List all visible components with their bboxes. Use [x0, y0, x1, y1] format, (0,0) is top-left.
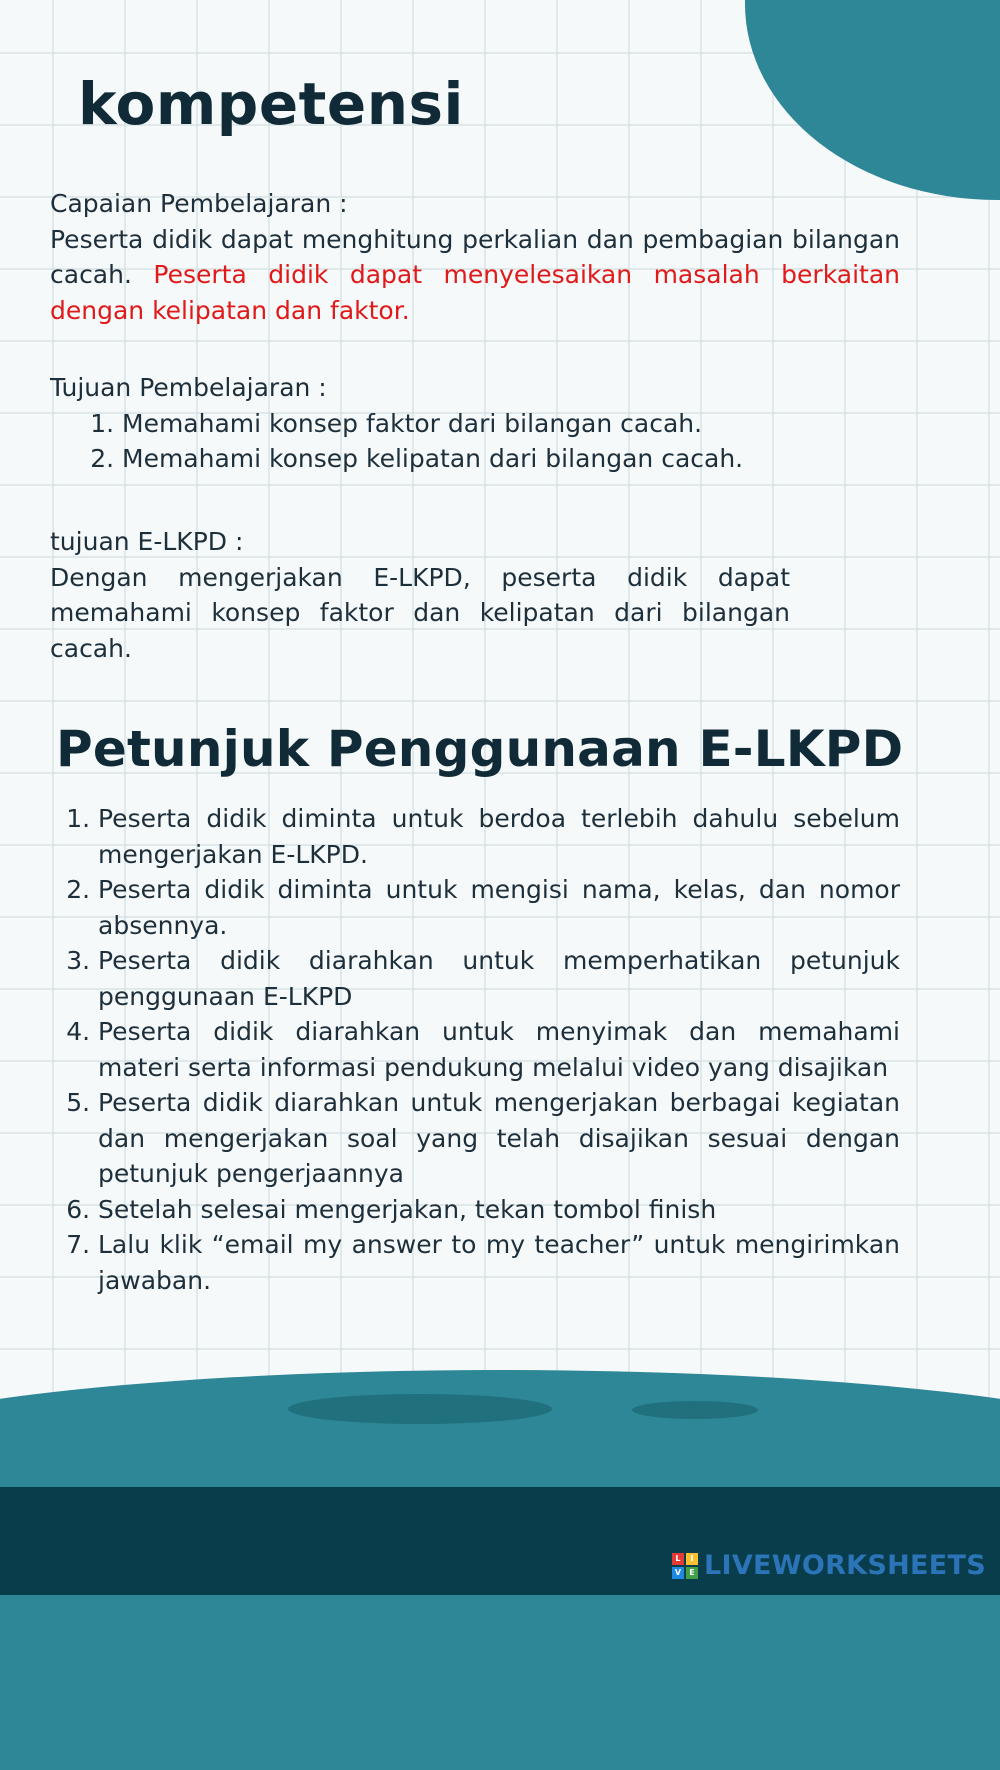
tujuan-item: 1. Memahami konsep faktor dari bilangan cacah.	[122, 406, 900, 442]
elkpd-label: tujuan E-LKPD :	[50, 527, 244, 556]
petunjuk-item: 2. Peserta didik diminta untuk mengisi nama, kelas, dan nomor absennya.	[98, 872, 900, 943]
petunjuk-item: 6. Setelah selesai mengerjakan, tekan tombol finish	[98, 1192, 900, 1228]
capaian-text-highlight: Peserta didik dapat menyelesaikan masalah berkaitan dengan kelipatan dan faktor.	[50, 260, 900, 325]
tujuan-item: 2. Memahami konsep kelipatan dari bilangan cacah.	[122, 441, 900, 477]
logo-letter: I	[686, 1553, 698, 1565]
liveworksheets-wordmark: LIVEWORKSHEETS	[703, 1550, 986, 1581]
tujuan-section	[50, 370, 900, 477]
elkpd-section	[50, 524, 790, 666]
liveworksheets-logo-icon	[672, 1553, 698, 1579]
petunjuk-item: 1. Peserta didik diminta untuk berdoa terlebih dahulu sebelum mengerjakan E-LKPD.	[98, 801, 900, 872]
tujuan-list	[50, 406, 900, 477]
petunjuk-list	[50, 801, 900, 1298]
petunjuk-item: 3. Peserta didik diarahkan untuk memperhatikan petunjuk penggunaan E-LKPD	[98, 943, 900, 1014]
petunjuk-item: 4. Peserta didik diarahkan untuk menyimak dan memahami materi serta informasi pendukung melalui video yang disajikan	[98, 1014, 900, 1085]
tujuan-label: Tujuan Pembelajaran :	[50, 373, 327, 402]
petunjuk-item: 7. Lalu klik “email my answer to my teacher” untuk mengirimkan jawaban.	[98, 1227, 900, 1298]
logo-letter: V	[672, 1567, 684, 1579]
logo-letter: L	[672, 1553, 684, 1565]
decorative-blob-top-right	[745, 0, 1000, 200]
section-title-petunjuk: Petunjuk Penggunaan E-LKPD	[56, 720, 904, 778]
decorative-ellipse-left	[288, 1394, 552, 1424]
petunjuk-item: 5. Peserta didik diarahkan untuk mengerjakan berbagai kegiatan dan mengerjakan soal yang telah disajikan sesuai dengan petunjuk pengerjaannya	[98, 1085, 900, 1192]
section-title-kompetensi: kompetensi	[78, 70, 464, 138]
petunjuk-section	[50, 801, 900, 1298]
decorative-ellipse-right	[632, 1401, 758, 1419]
capaian-text	[50, 222, 900, 329]
logo-letter: E	[686, 1567, 698, 1579]
capaian-section	[50, 186, 900, 328]
capaian-label: Capaian Pembelajaran :	[50, 189, 348, 218]
elkpd-text: Dengan mengerjakan E-LKPD, peserta didik dapat memahami konsep faktor dan kelipatan dari bilangan cacah.	[50, 562, 790, 663]
liveworksheets-brand[interactable]	[672, 1550, 986, 1581]
capaian-text-part1: Peserta didik dapat menghitung perkalian dan pembagian bilangan cacah.	[50, 224, 900, 289]
